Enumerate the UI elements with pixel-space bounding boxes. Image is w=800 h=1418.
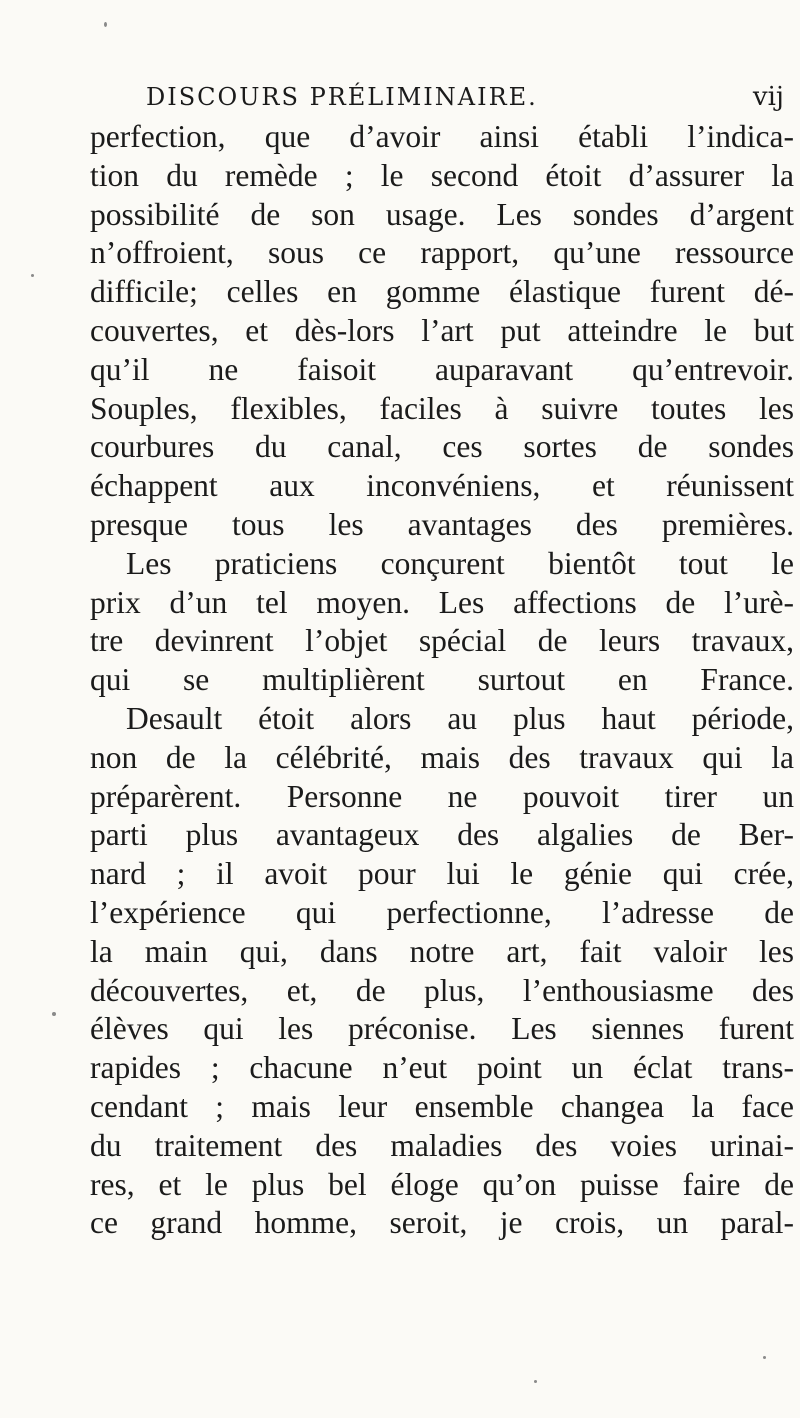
text-line: du traitement des maladies des voies urinai-: [90, 1127, 794, 1163]
page-number: vij: [752, 82, 784, 112]
paper-speck: [534, 1380, 537, 1383]
text-line: tion du remède ; le second étoit d’assurer la: [90, 157, 794, 193]
text-line: res, et le plus bel éloge qu’on puisse faire de: [90, 1166, 794, 1202]
text-line: non de la célébrité, mais des travaux qui la: [90, 739, 794, 775]
body-text: [90, 118, 794, 1243]
text-line: échappent aux inconvéniens, et réunissent: [90, 468, 794, 504]
text-line: qui se multiplièrent surtout en France.: [90, 662, 794, 698]
text-line: prix d’un tel moyen. Les affections de l’urè-: [90, 584, 794, 620]
text-line: qu’il ne faisoit auparavant qu’entrevoir.: [90, 351, 794, 387]
running-title: DISCOURS PRÉLIMINAIRE.: [146, 83, 538, 111]
paper-speck: [31, 274, 34, 277]
text-line: possibilité de son usage. Les sondes d’argent: [90, 196, 794, 232]
text-line: découvertes, et, de plus, l’enthousiasme des: [90, 972, 794, 1008]
text-line: l’expérience qui perfectionne, l’adresse de: [90, 894, 794, 930]
text-line: rapides ; chacune n’eut point un éclat trans-: [90, 1050, 794, 1086]
text-line: Desault étoit alors au plus haut période,: [126, 700, 794, 736]
paper-speck: [763, 1356, 766, 1359]
text-line: difficile; celles en gomme élastique furent dé-: [90, 274, 794, 310]
text-line: parti plus avantageux des algalies de Ber-: [90, 817, 794, 853]
text-line: nard ; il avoit pour lui le génie qui crée,: [90, 856, 794, 892]
text-line: Souples, flexibles, faciles à suivre toutes les: [90, 390, 794, 426]
text-line: n’offroient, sous ce rapport, qu’une ressource: [90, 235, 794, 271]
text-line: courbures du canal, ces sortes de sondes: [90, 429, 794, 465]
paper-speck: [104, 22, 107, 27]
text-line: presque tous les avantages des premières.: [90, 506, 794, 542]
text-line: élèves qui les préconise. Les siennes furent: [90, 1011, 794, 1047]
text-line: perfection, que d’avoir ainsi établi l’indica-: [90, 119, 794, 154]
text-line: cendant ; mais leur ensemble changea la face: [90, 1088, 794, 1124]
text-line: Les praticiens conçurent bientôt tout le: [126, 545, 794, 581]
text-line: la main qui, dans notre art, fait valoir les: [90, 933, 794, 969]
text-line: préparèrent. Personne ne pouvoit tirer un: [90, 778, 794, 814]
text-line: couvertes, et dès-lors l’art put atteindre le but: [90, 312, 794, 348]
running-header: [146, 82, 786, 112]
text-line: tre devinrent l’objet spécial de leurs travaux,: [90, 623, 794, 659]
paper-speck: [52, 1012, 56, 1016]
text-line: ce grand homme, seroit, je crois, un paral-: [90, 1205, 794, 1241]
